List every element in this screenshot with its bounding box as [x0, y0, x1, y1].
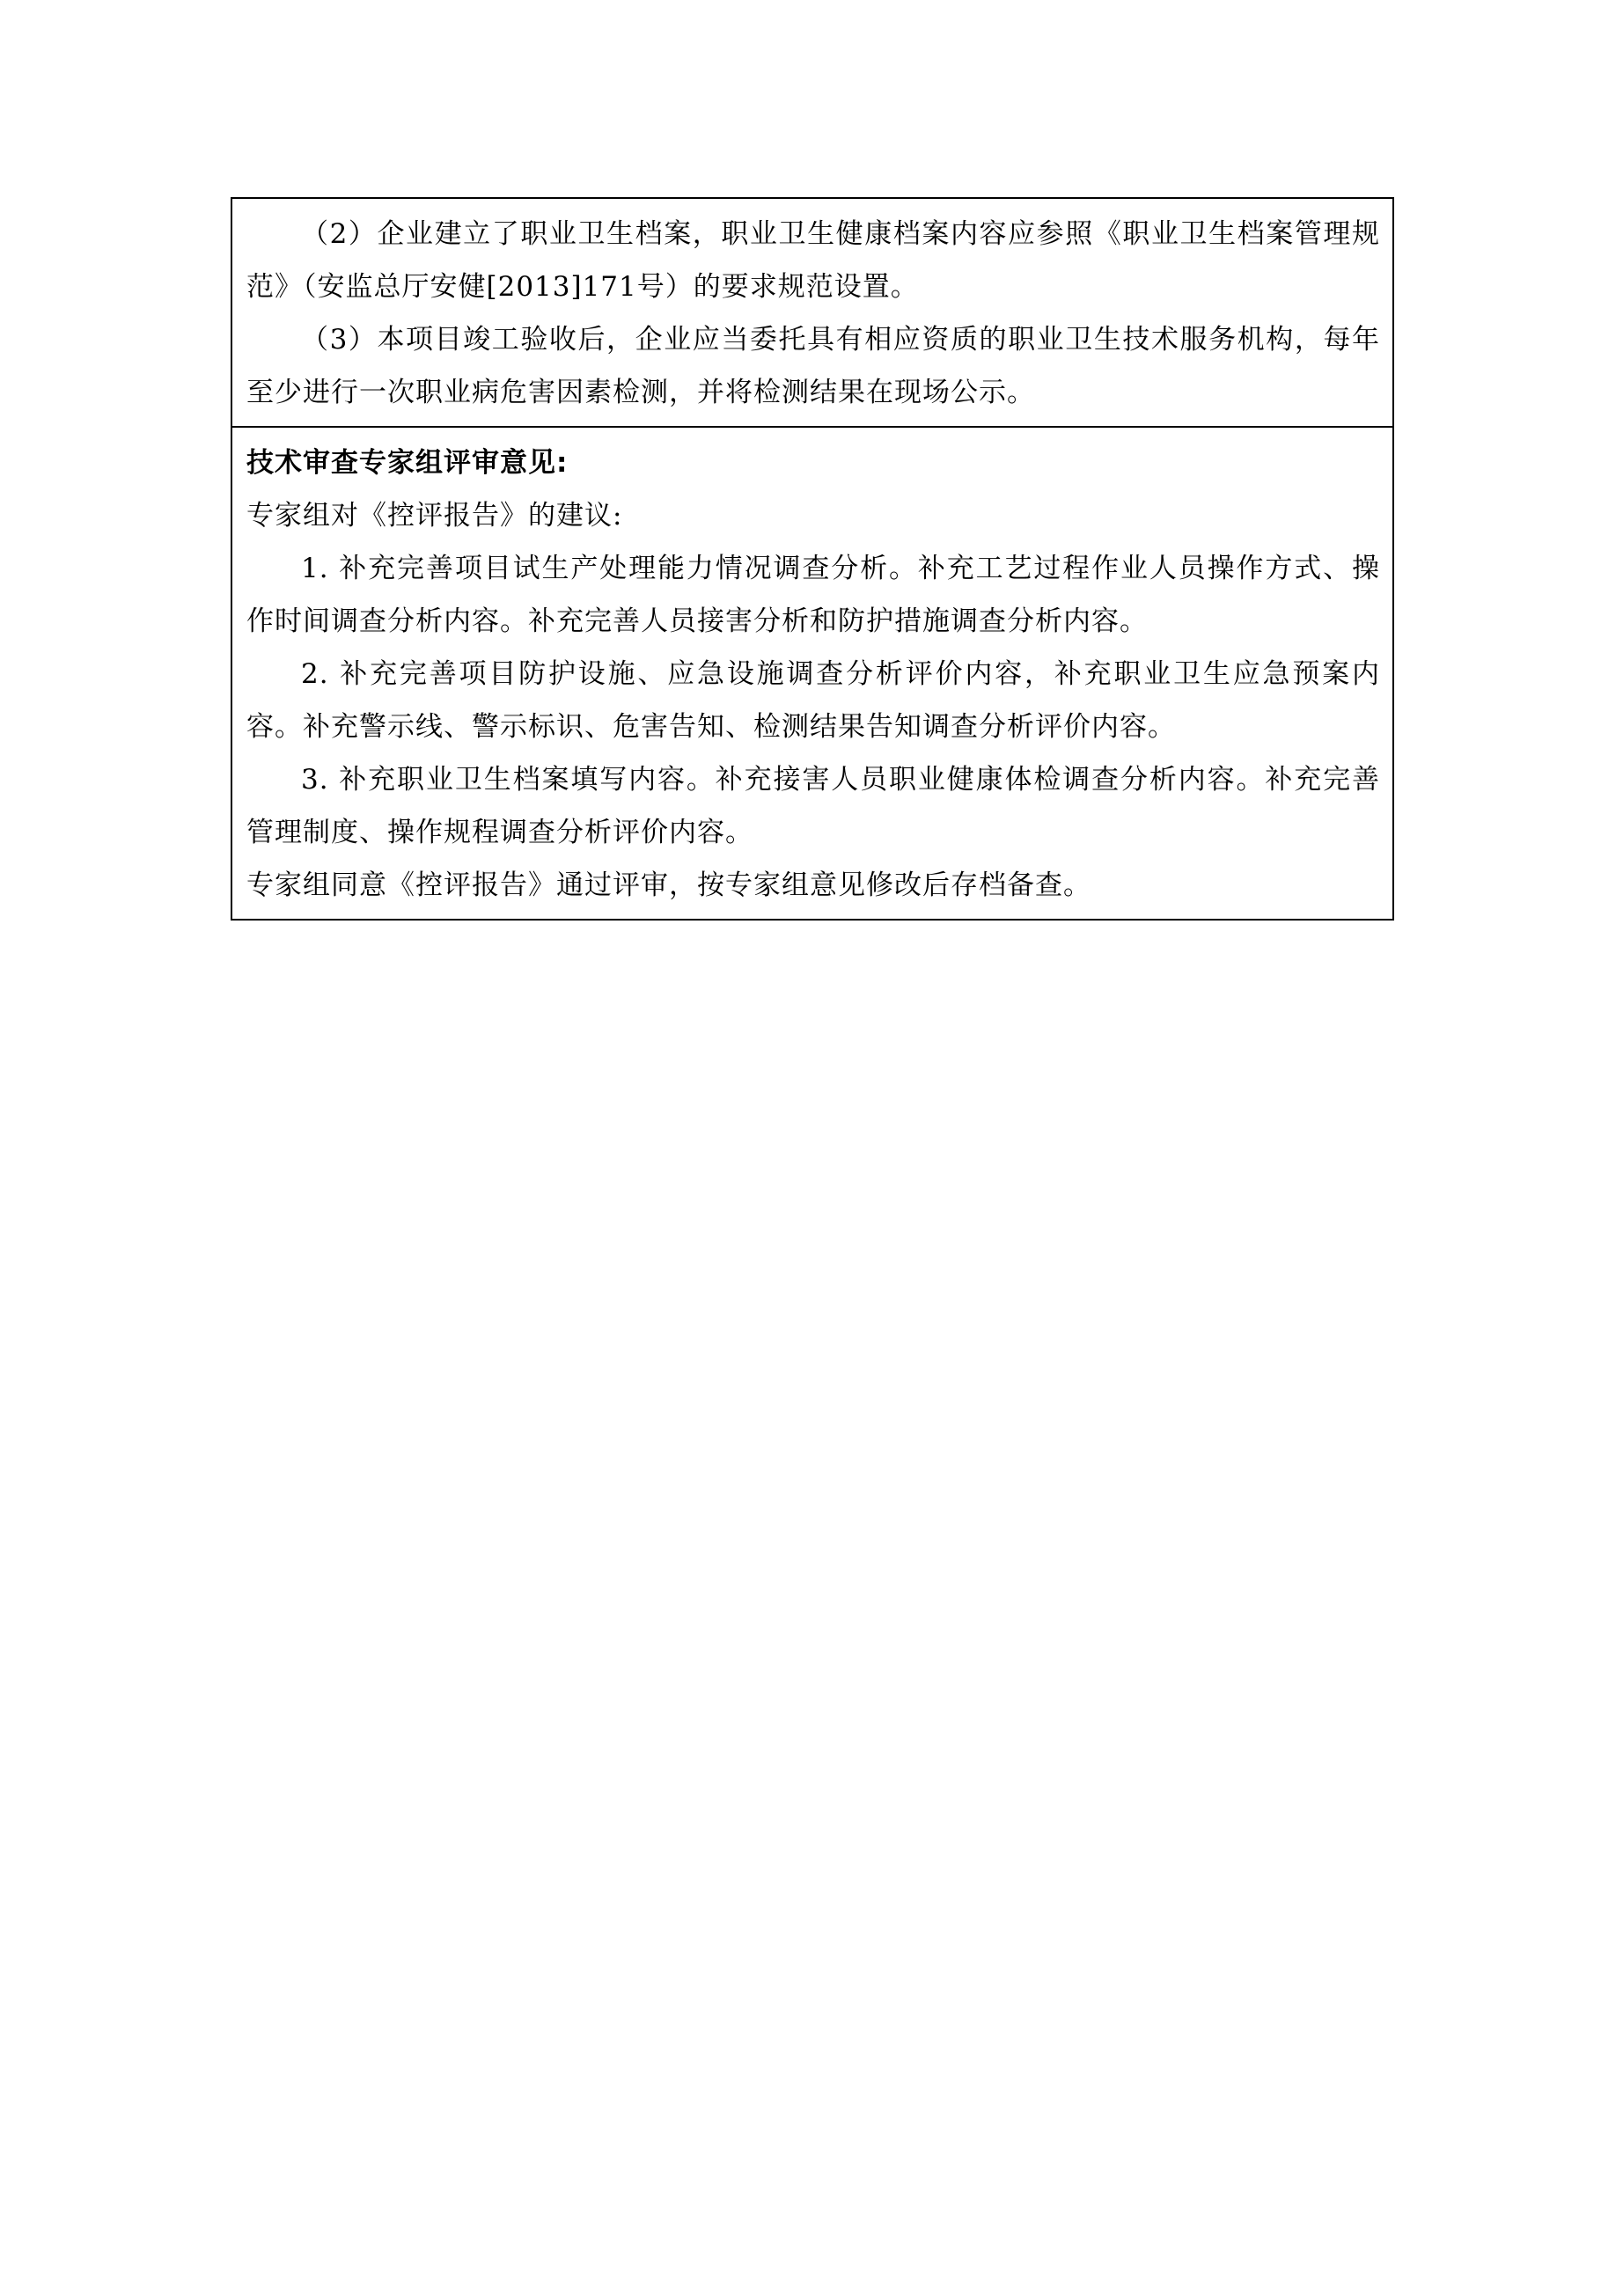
- expert-review-heading: 技术审查专家组评审意见:: [246, 447, 569, 479]
- measure-item-2: （2）企业建立了职业卫生档案，职业卫生健康档案内容应参照《职业卫生档案管理规范》（安监总厅安健[2013]171号）的要求规范设置。: [246, 218, 1380, 303]
- expert-review-intro: 专家组对《控评报告》的建议:: [246, 500, 623, 532]
- expert-review-conclusion: 专家组同意《控评报告》通过评审，按专家组意见修改后存档备查。: [246, 869, 1091, 901]
- expert-review-cell: [232, 426, 1392, 919]
- suggestion-item-3: 3. 补充职业卫生档案填写内容。补充接害人员职业健康体检调查分析内容。补充完善管理制度、操作规程调查分析评价内容。: [246, 764, 1380, 848]
- measure-item-3: （3）本项目竣工验收后，企业应当委托具有相应资质的职业卫生技术服务机构，每年至少进行一次职业病危害因素检测，并将检测结果在现场公示。: [246, 324, 1380, 408]
- suggestion-item-1: 1. 补充完善项目试生产处理能力情况调查分析。补充工艺过程作业人员操作方式、操作时间调查分析内容。补充完善人员接害分析和防护措施调查分析内容。: [246, 553, 1380, 637]
- measures-cell: [232, 199, 1392, 426]
- review-table: [231, 197, 1394, 921]
- suggestion-item-2: 2. 补充完善项目防护设施、应急设施调查分析评价内容，补充职业卫生应急预案内容。补充警示线、警示标识、危害告知、检测结果告知调查分析评价内容。: [246, 658, 1380, 743]
